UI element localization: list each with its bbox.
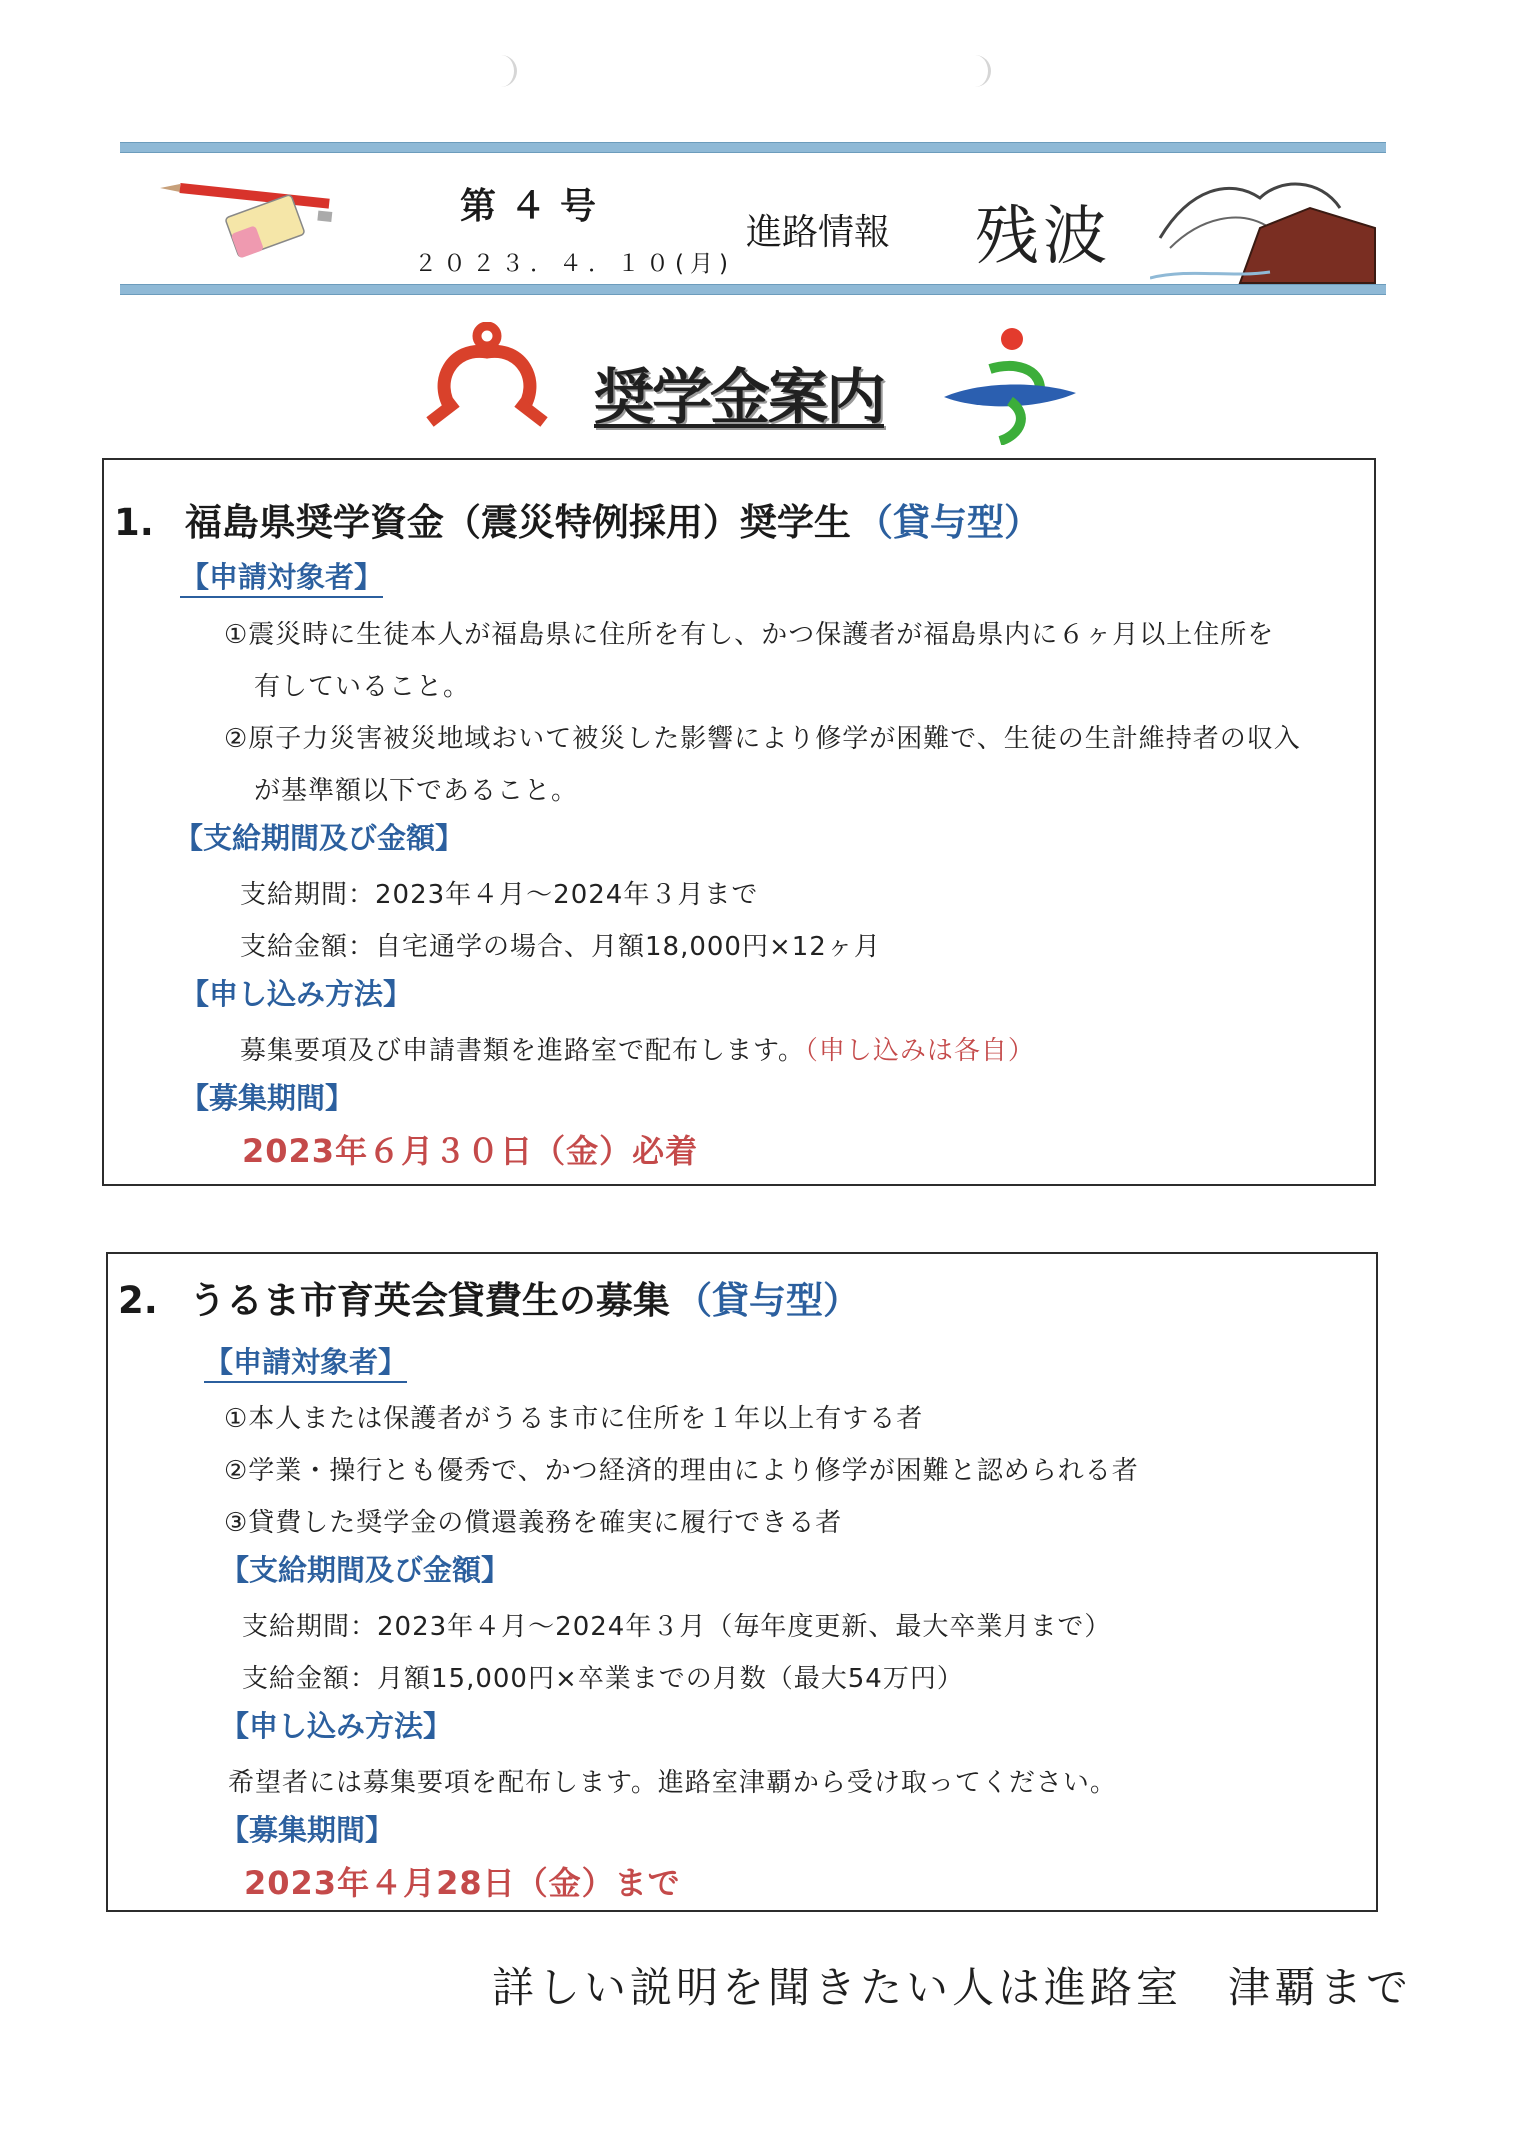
main-title: 奨学金案内 — [594, 363, 884, 433]
section-2-box — [106, 1252, 1378, 1912]
section-2-deadline: 2023年４月28日（金）まで — [244, 1864, 681, 1902]
contact-footer: 詳しい説明を聞きたい人は進路室 津覇まで — [492, 1963, 1413, 2012]
section-1-payment-period: 支給期間：2023年４月～2024年３月まで — [240, 880, 759, 910]
punch-hole-left — [494, 55, 517, 87]
section-1-eligibility-1b: 有していること。 — [254, 672, 471, 702]
section-1-title: 福島県奨学資金（震災特例採用）奨学生 — [184, 501, 851, 544]
section-1-eligibility-label — [180, 555, 383, 596]
section-2-eligibility-label — [204, 1340, 407, 1381]
section-1-heading — [114, 492, 1041, 546]
section-1-payment-amount: 支給金額：自宅通学の場合、月額18,000円×12ヶ月 — [240, 932, 881, 962]
uruma-emblem-icon — [940, 325, 1080, 445]
issue-date: ２０２３．４．１０(月) — [414, 251, 734, 277]
pencil-eraser-icon — [160, 180, 350, 270]
issue-number: 第４号 — [460, 186, 611, 227]
section-2-heading — [118, 1270, 860, 1324]
section-2-apply-text: 希望者には募集要項を配布します。進路室津覇から受け取ってください。 — [228, 1768, 1117, 1798]
section-2-payment-amount: 支給金額：月額15,000円×卒業までの月数（最大54万円） — [242, 1664, 964, 1694]
section-2-deadline-label: 【募集期間】 — [220, 1813, 395, 1847]
section-2-eligibility-3: ③貸費した奨学金の償還義務を確実に履行できる者 — [224, 1508, 843, 1538]
section-2-eligibility-1: ①本人または保護者がうるま市に住所を１年以上有する者 — [224, 1404, 924, 1434]
section-1-deadline-label: 【募集期間】 — [180, 1081, 355, 1115]
section-1-eligibility-2b: が基準額以下であること。 — [254, 776, 579, 806]
section-1-apply-note: （申し込みは各自） — [804, 1036, 1035, 1066]
fukushima-emblem-icon — [422, 322, 552, 432]
section-1-apply-label: 【申し込み方法】 — [180, 977, 413, 1011]
section-2-eligibility-2: ②学業・操行とも優秀で、かつ経済的理由により修学が困難と認められる者 — [224, 1456, 1139, 1486]
section-1-box — [102, 458, 1376, 1186]
section-2-type: （貸与型） — [675, 1279, 860, 1322]
section-1-eligibility-label-text: 【申請対象者】 — [180, 560, 383, 598]
wave-rock-illustration — [1150, 168, 1380, 288]
header-rule-bottom — [120, 284, 1386, 295]
section-2-eligibility-label-text: 【申請対象者】 — [204, 1345, 407, 1383]
publication-name: 進路情報 — [746, 212, 891, 253]
section-1-type: （貸与型） — [856, 501, 1041, 544]
section-2-apply-label: 【申し込み方法】 — [220, 1709, 453, 1743]
section-2-payment-period: 支給期間：2023年４月～2024年３月（毎年度更新、最大卒業月まで） — [242, 1612, 1112, 1642]
section-1-apply-text: 募集要項及び申請書類を進路室で配布します。 — [240, 1036, 805, 1066]
section-1-payment-label: 【支給期間及び金額】 — [174, 821, 465, 855]
section-1-eligibility-2a: ②原子力災害被災地域おいて被災した影響により修学が困難で、生徒の生計維持者の収入 — [224, 724, 1301, 754]
section-2-payment-label: 【支給期間及び金額】 — [220, 1553, 511, 1587]
section-2-title: うるま市育英会貸費生の募集 — [188, 1279, 670, 1322]
punch-hole-right — [968, 55, 991, 87]
section-2-number: 2. — [118, 1279, 158, 1322]
section-1-apply — [240, 1030, 1035, 1067]
section-1-number: 1. — [114, 501, 154, 544]
section-1-eligibility-1a: ①震災時に生徒本人が福島県に住所を有し、かつ保護者が福島県内に６ヶ月以上住所を — [224, 620, 1275, 650]
masthead-title: 残波 — [975, 200, 1111, 274]
section-1-deadline: 2023年６月３０日（金）必着 — [242, 1132, 699, 1170]
header-rule-top — [120, 142, 1386, 153]
